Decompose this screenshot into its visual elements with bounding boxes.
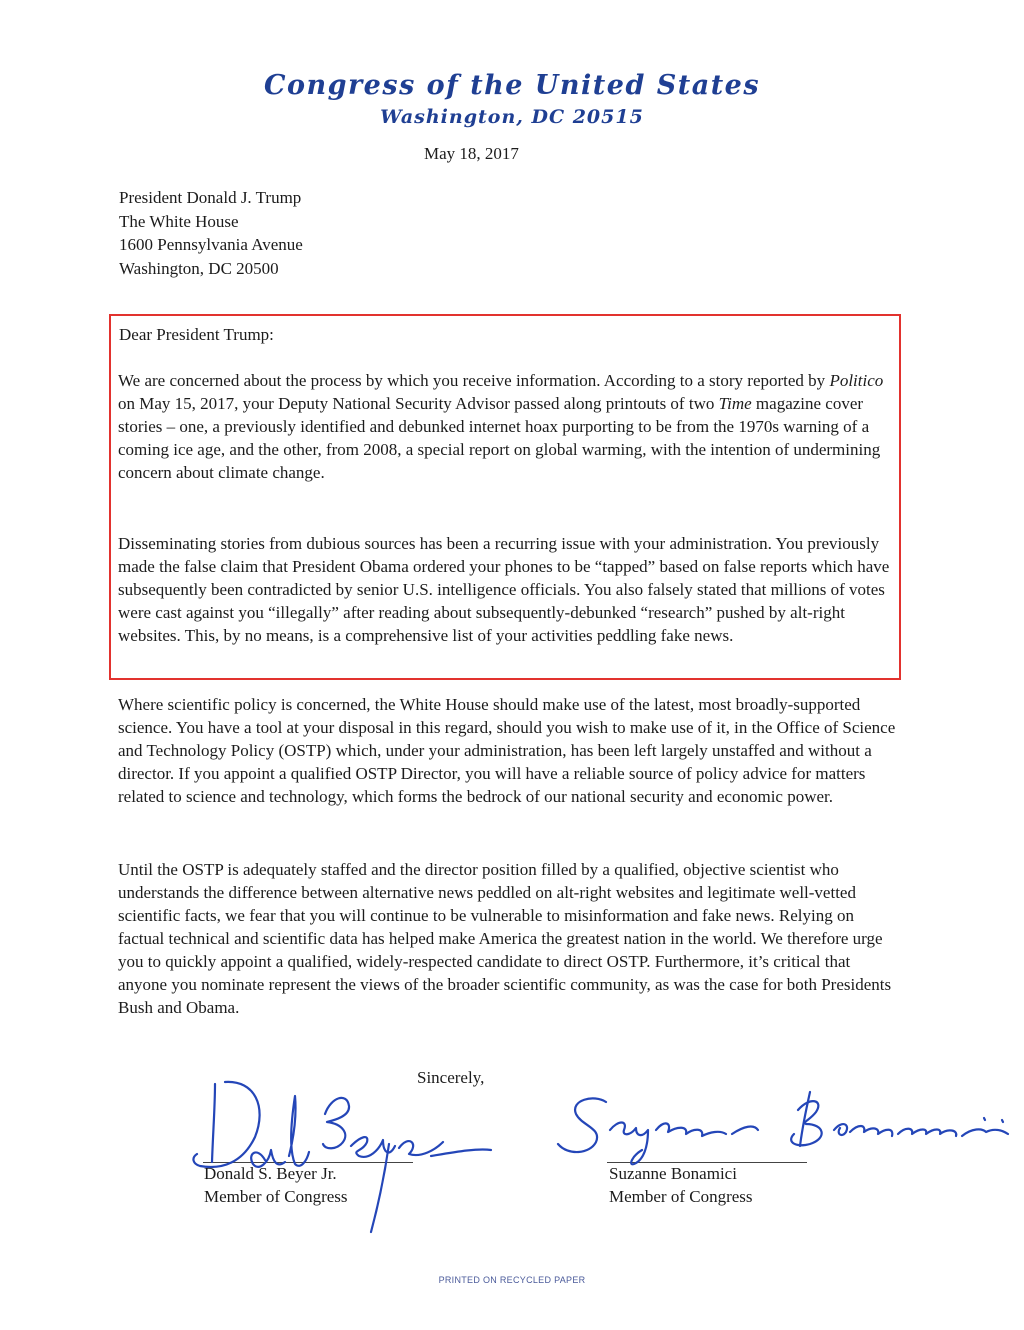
recipient-line: 1600 Pennsylvania Avenue (119, 235, 303, 254)
paragraph-1-text: on May 15, 2017, your Deputy National Security Advisor passed along printouts of two (118, 394, 719, 413)
salutation: Dear President Trump: (119, 325, 274, 344)
signer-title: Member of Congress (609, 1187, 753, 1206)
paragraph-1 (118, 369, 902, 484)
closing: Sincerely, (417, 1068, 485, 1087)
beyer-signature (185, 1062, 495, 1237)
paragraph-4: Until the OSTP is adequately staffed and the director position filled by a qualified, objective scientist who understands the difference between alternative news peddled on alt-right websites and legitimate well-vetted scientific facts, we fear that you will continue to be vulnerable to misinformation and fake news. Relying on factual technical and scientific data has helped make America the greatest nation in the world. We therefore urge you to quickly appoint a qualified, widely-respected candidate to direct OSTP. Furthermore, it’s critical that anyone you nominate represent the views of the broader scientific community, as was the case for both Presidents Bush and Obama. (118, 860, 892, 1017)
recipient-address (119, 186, 303, 280)
signer-name: Donald S. Beyer Jr. (204, 1164, 337, 1183)
signer-title: Member of Congress (204, 1187, 348, 1206)
bonamici-signature (548, 1090, 1018, 1170)
publication-name: Politico (829, 371, 884, 390)
paragraph-2: Disseminating stories from dubious sources has been a recurring issue with your administration. You previously made the false claim that President Obama ordered your phones to be “tapped” based on false reports which have subsequently been contradicted by senior U.S. intelligence officials. You also falsely stated that millions of votes were cast against you “illegally” after reading about subsequently-debunked “research” pushed by alt-right websites. This, by no means, is a comprehensive list of your activities peddling fake news. (118, 534, 890, 645)
recipient-line: President Donald J. Trump (119, 188, 302, 207)
signer-name: Suzanne Bonamici (609, 1164, 737, 1183)
recipient-line: The White House (119, 211, 239, 231)
publication-name: Time (718, 394, 752, 413)
paragraph-1-text: We are concerned about the process by which you receive information. According to a story reported by (118, 371, 830, 390)
paragraph-1-text: magazine cover stories – one, a previously identified and debunked internet hoax purporting to be from the 1970s warning of a coming ice age, and the other, from 2008, a special report on global warming, with the intention of undermining concern about climate change. (118, 394, 881, 482)
letterhead-address: Washington, DC 20515 (380, 106, 644, 128)
letterhead-title: Congress of the United States (263, 70, 761, 101)
paragraph-3: Where scientific policy is concerned, the White House should make use of the latest, most broadly-supported science. You have a tool at your disposal in this regard, should you wish to make use of it, in the Office of Science and Technology Policy (OSTP) which, under your administration, has been left largely unstaffed and without a director. If you appoint a qualified OSTP Director, you will have a reliable source of policy advice for matters related to science and technology, which forms the bedrock of our national security and economic power. (118, 695, 896, 806)
letter-date: May 18, 2017 (424, 144, 519, 163)
recycled-paper-notice: PRINTED ON RECYCLED PAPER (438, 1275, 586, 1285)
recipient-line: Washington, DC 20500 (119, 258, 279, 278)
